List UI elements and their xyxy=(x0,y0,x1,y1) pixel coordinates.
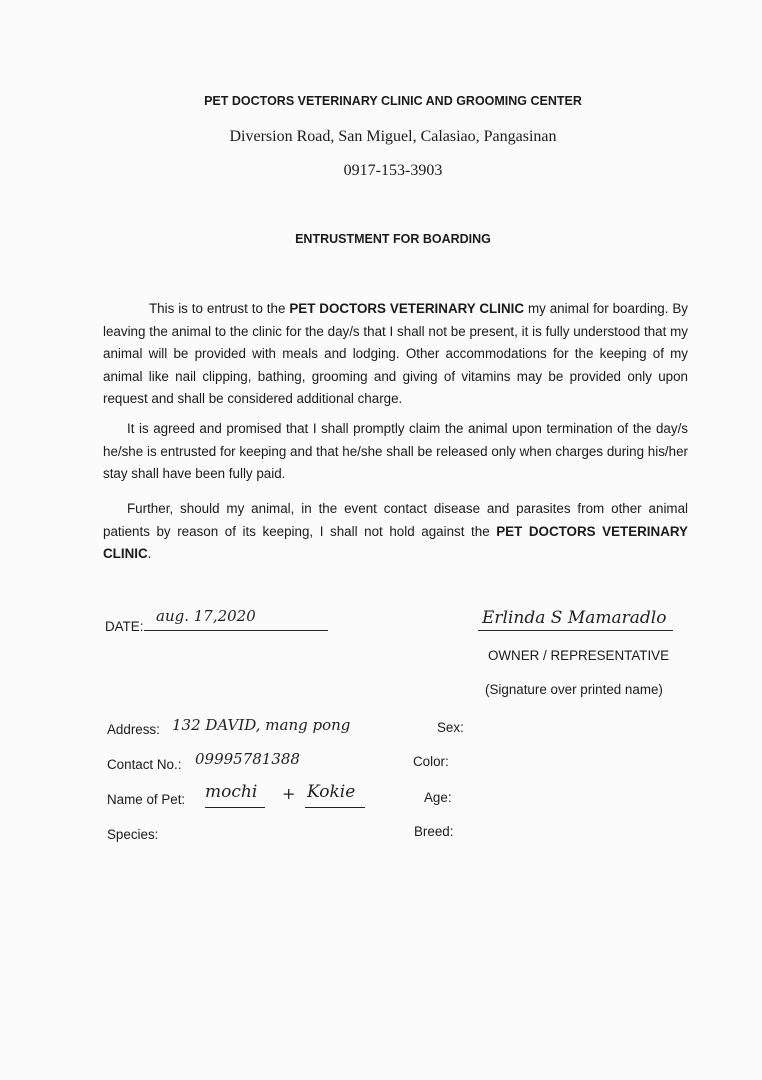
pet-name-1[interactable]: mochi xyxy=(205,782,258,802)
age-label: Age: xyxy=(424,790,452,805)
pet-name-2-underline xyxy=(305,807,365,808)
contact-label: Contact No.: xyxy=(107,757,182,772)
date-value[interactable]: aug. 17,2020 xyxy=(156,607,256,625)
contact-value[interactable]: 09995781388 xyxy=(195,750,300,768)
owner-label: OWNER / REPRESENTATIVE xyxy=(488,648,670,663)
clinic-phone: 0917-153-3903 xyxy=(343,162,443,179)
sex-label: Sex: xyxy=(437,720,464,735)
p1-text-b: my animal for boarding. By leaving the animal to the clinic for the day/s that I shall not be present, it is fully understood that my animal will be provided with meals and lodging. Other accommodations for the keeping of my animal like nail clipping, bathing, grooming and giving of vitamins may be provided only upon request and shall be considered additional charge. xyxy=(103,301,688,406)
p1-text-a: This is to entrust to the xyxy=(149,301,290,316)
p3-clinic-name: PET DOCTORS VETERINARY CLINIC xyxy=(103,523,688,561)
p3-text-a: Further, should my animal, in the event contact disease and parasites from other animal patients by reason of its keeping, I shall not hold against the xyxy=(103,501,688,539)
paragraph-1 xyxy=(103,298,688,411)
clinic-name: PET DOCTORS VETERINARY CLINIC AND GROOMING CENTER xyxy=(204,94,582,108)
address-value[interactable]: 132 DAVID, mang pong xyxy=(172,716,351,734)
pet-name-label: Name of Pet: xyxy=(107,792,186,807)
color-label: Color: xyxy=(413,754,449,769)
address-label: Address: xyxy=(107,722,160,737)
paragraph-3 xyxy=(103,498,688,566)
breed-label: Breed: xyxy=(414,824,454,839)
pet-name-1-underline xyxy=(205,807,265,808)
p1-clinic-name: PET DOCTORS VETERINARY CLINIC xyxy=(289,301,525,316)
date-label: DATE: xyxy=(105,619,144,634)
species-label: Species: xyxy=(107,827,159,842)
pet-name-2[interactable]: Kokie xyxy=(307,782,356,802)
signature-note: (Signature over printed name) xyxy=(485,682,663,697)
clinic-address: Diversion Road, San Miguel, Calasiao, Pangasinan xyxy=(229,128,557,145)
paragraph-2: It is agreed and promised that I shall promptly claim the animal upon termination of the day/s he/she is entrusted for keeping and that he/she shall be released only when charges during his/her stay shall have been fully paid. xyxy=(103,421,688,481)
p3-text-b: . xyxy=(147,546,152,561)
signature-line xyxy=(478,630,673,631)
pet-name-separator: + xyxy=(282,784,296,803)
document-title: ENTRUSTMENT FOR BOARDING xyxy=(295,232,491,246)
date-line xyxy=(144,630,328,631)
owner-signature[interactable]: Erlinda S Mamaradlo xyxy=(482,608,667,628)
